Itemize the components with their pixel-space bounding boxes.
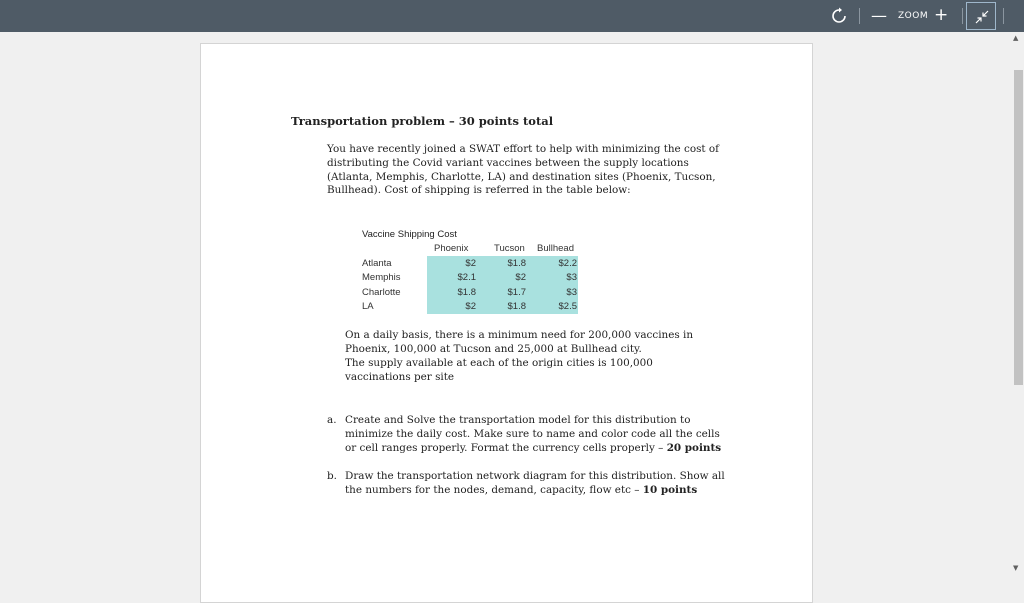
list-item-a-points: 20 points	[666, 441, 722, 454]
zoom-in-button[interactable]: +	[934, 5, 949, 25]
list-item-b-points: 10 points	[642, 483, 698, 496]
toolbar-divider	[962, 8, 963, 24]
list-item-b	[345, 470, 730, 498]
table-cell: $3	[566, 272, 577, 283]
shrink-icon	[975, 10, 989, 24]
table-column-header: Bullhead	[537, 243, 574, 254]
list-item-a	[345, 414, 730, 455]
table-cell: $1.8	[507, 258, 526, 269]
viewer-toolbar	[0, 0, 1024, 32]
demand-paragraph: On a daily basis, there is a minimum need for 200,000 vaccines in Phoenix, 100,000 at Tucson and 25,000 at Bullhead city.	[345, 329, 694, 355]
zoom-out-button[interactable]: —	[871, 6, 887, 25]
table-cell: $3	[566, 287, 577, 298]
supply-paragraph: The supply available at each of the origin cities is 100,000 vaccinations per site	[345, 357, 653, 383]
list-marker: b.	[327, 470, 337, 482]
table-row-header: Atlanta	[362, 258, 392, 269]
list-item-a-text: Create and Solve the transportation model for this distribution to minimize the daily cost. Make sure to name and color code all the cells or cell ranges properly. Format the currency cells properly –	[345, 414, 720, 454]
table-column-header: Tucson	[494, 243, 525, 254]
table-row-header: Charlotte	[362, 287, 401, 298]
table-cell: $2	[465, 258, 476, 269]
toolbar-divider	[1003, 8, 1004, 24]
shrink-button[interactable]	[966, 2, 996, 30]
table-cell: $2.1	[457, 272, 476, 283]
table-cell: $2.5	[558, 301, 577, 312]
document-title: Transportation problem – 30 points total	[291, 114, 554, 128]
table-caption: Vaccine Shipping Cost	[362, 229, 457, 240]
table-cell: $1.8	[457, 287, 476, 298]
table-cell: $2.2	[558, 258, 577, 269]
table-cell: $2	[515, 272, 526, 283]
toolbar-divider	[859, 8, 860, 24]
table-row-header: LA	[362, 301, 374, 312]
refresh-icon[interactable]	[830, 7, 848, 25]
zoom-label: ZOOM	[898, 11, 929, 21]
list-marker: a.	[327, 414, 337, 426]
scroll-down-arrow-icon[interactable]: ▼	[1013, 564, 1019, 572]
scroll-up-arrow-icon[interactable]: ▲	[1013, 34, 1019, 42]
table-row-header: Memphis	[362, 272, 401, 283]
table-cell: $1.8	[507, 301, 526, 312]
table-cell: $2	[465, 301, 476, 312]
table-column-header: Phoenix	[434, 243, 469, 254]
table-cell: $1.7	[507, 287, 526, 298]
intro-paragraph: You have recently joined a SWAT effort to help with minimizing the cost of distributing the Covid variant vaccines between the supply locations (Atlanta, Memphis, Charlotte, LA) and destination sites (Phoenix, Tucson, Bullhead). Cost of shipping is referred in the table below:	[327, 143, 719, 197]
scrollbar-thumb[interactable]	[1014, 70, 1023, 385]
list-item-b-text: Draw the transportation network diagram for this distribution. Show all the numbers for the nodes, demand, capacity, flow etc –	[345, 470, 725, 496]
